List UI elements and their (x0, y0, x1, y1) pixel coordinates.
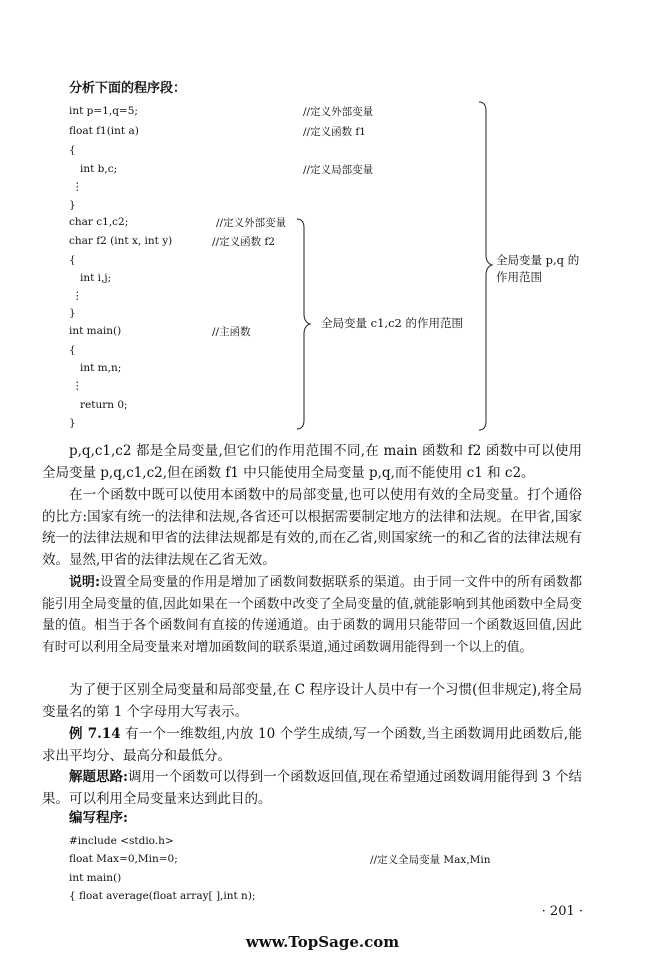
code-line: ⋮ (72, 181, 83, 193)
code-line: { (69, 144, 76, 156)
idea-label: 解题思路: (69, 769, 129, 785)
code-comment: //定义函数 f2 (212, 236, 275, 248)
code-line: } (69, 417, 76, 429)
example-label: 例 7.14 (69, 726, 121, 742)
code-line: int b,c; (80, 163, 118, 175)
code-line: int p=1,q=5; (69, 105, 138, 117)
code-comment: //定义外部变量 (216, 217, 287, 229)
code-line: float Max=0,Min=0; (69, 853, 178, 865)
example-text: 有一个一维数组,内放 10 个学生成绩,写一个函数,当主函数调用此函数后,能求出平均分、最高分和最低分。 (42, 726, 582, 764)
idea-text: 调用一个函数可以得到一个函数返回值,现在希望通过函数调用能得到 3 个结果。可以利用全局变量来达到此目的。 (42, 769, 582, 807)
code-comment: //主函数 (212, 326, 251, 338)
code-line: int m,n; (80, 362, 122, 374)
brace-pq-label-1: 全局变量 p,q 的 (496, 253, 580, 267)
paragraph-scope: p,q,c1,c2 都是全局变量,但它们的作用范围不同,在 main 函数和 f2 函数中可以使用全局变量 p,q,c1,c2,但在函数 f1 中只能使用全局变量 p,q,而不能使用 c1 和 c2。 (42, 443, 582, 481)
brace-pq-label-2: 作用范围 (496, 270, 542, 284)
paragraph-idea (42, 767, 582, 810)
code-line: ⋮ (72, 380, 83, 392)
code-line: int i,j; (80, 272, 112, 284)
code-comment: //定义全局变量 Max,Min (370, 854, 491, 866)
page-number: · 201 · (541, 904, 583, 919)
paragraph-analogy: 在一个函数中既可以使用本函数中的局部变量,也可以使用有效的全局变量。打个通俗的比方:国家有统一的法律和法规,各省还可以根据需要制定地方的法律和法规。在甲省,国家统一的法律法规和甲省的法律法规都是有效的,而在乙省,则国家统一的和乙省的法律法规有效。显然,甲省的法律法规在乙省无效。 (42, 487, 582, 568)
code-line: { (69, 344, 76, 356)
code-line: } (69, 199, 76, 211)
intro-text: 分析下面的程序段： (69, 81, 187, 96)
paragraph-note (42, 572, 582, 658)
footer-watermark: www.TopSage.com (245, 933, 400, 951)
code-line: #include <stdio.h> (69, 835, 174, 847)
brace-c1c2-label: 全局变量 c1,c2 的作用范围 (321, 316, 463, 330)
code-line: float f1(int a) (69, 125, 139, 137)
code-line: ⋮ (72, 290, 83, 302)
paragraph-convention: 为了便于区别全局变量和局部变量,在 C 程序设计人员中有一个习惯(但非规定),将全局变量名的第 1 个字母用大写表示。 (42, 682, 582, 720)
code-comment: //定义外部变量 (303, 106, 374, 118)
code-line: } (69, 307, 76, 319)
brace-c1c2 (296, 218, 312, 430)
brace-pq (478, 101, 494, 431)
note-label: 说明: (69, 575, 101, 590)
code-line: int main() (69, 325, 122, 337)
code-comment: //定义函数 f1 (303, 126, 366, 138)
code-line: { (69, 254, 76, 266)
note-text: 设置全局变量的作用是增加了函数间数据联系的渠道。由于同一文件中的所有函数都能引用全局变量的值,因此如果在一个函数中改变了全局变量的值,就能影响到其他函数中全局变量的值。相当于各个函数间有直接的传递通道。由于函数的调用只能带回一个函数返回值,因此有时可以利用全局变量来对增加函数间的联系渠道,通过函数调用能得到一个以上的值。 (42, 575, 583, 655)
code-line: int main() (69, 872, 122, 884)
code-comment: //定义局部变量 (303, 164, 374, 176)
code-line: char c1,c2; (69, 216, 129, 228)
code-line: { float average(float array[ ],int n); (69, 890, 256, 902)
paragraph-example (42, 724, 582, 767)
code-line: return 0; (80, 399, 128, 411)
write-program-label: 编写程序: (69, 810, 128, 826)
code-line: char f2 (int x, int y) (69, 235, 173, 247)
